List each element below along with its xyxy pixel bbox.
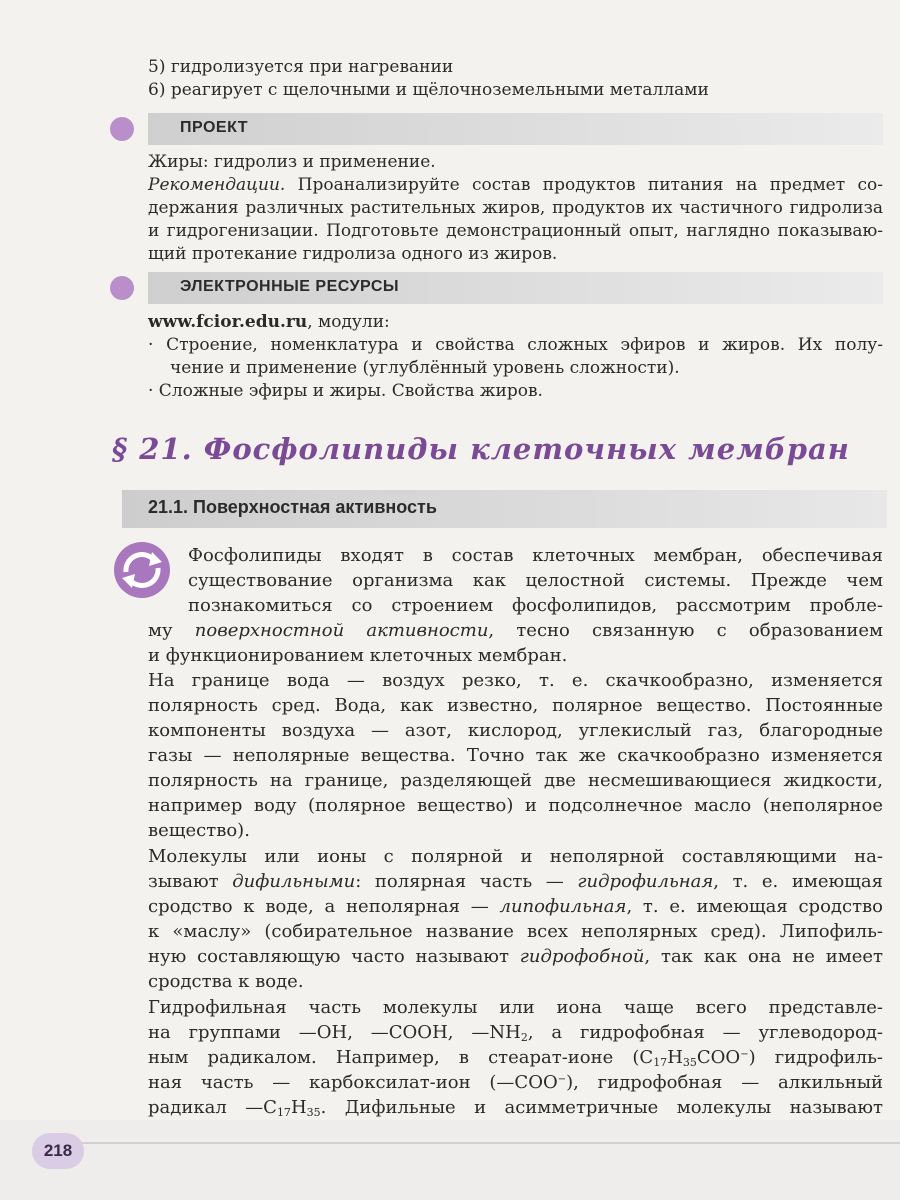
p3-line: Молекулы или ионы с полярной и неполярной составляющими на- [148, 846, 883, 867]
p2-line: компоненты воздуха — азот, кислород, углекислый газ, благородные [148, 720, 883, 741]
resources-heading: ЭЛЕКТРОННЫЕ РЕСУРСЫ [180, 278, 400, 295]
p4-line: ная часть — карбоксилат-ион (—COO−), гидрофобная — алкильный [148, 1072, 884, 1093]
p4-line: на группами —OH, —COOH, $—NH_2$, а гидрофобная — углеводород- [148, 1022, 883, 1044]
p2-line: На границе вода — воздух резко, т. е. скачкообразно, изменяется [148, 670, 883, 691]
bullet-dot-icon [110, 117, 134, 141]
p3-line: зывают дифильными: полярная часть — гидрофильная, т. е. имеющая [148, 871, 883, 892]
list-item-6: 6) реагирует с щелочными и щёлочноземельными металлами [148, 80, 709, 100]
project-line: и гидрогенизации. Подготовьте демонстрационный опыт, наглядно показываю- [148, 221, 883, 241]
project-rec-line: Рекомендации. Проанализируйте состав продуктов питания на предмет со- [148, 175, 883, 195]
resource-item: · Строение, номенклатура и свойства сложных эфиров и жиров. Их полу- [148, 335, 883, 355]
resource-item-cont: чение и применение (углублённый уровень сложности). [170, 358, 680, 378]
resource-item: · Сложные эфиры и жиры. Свойства жиров. [148, 381, 543, 401]
p1-line: познакомиться со строением фосфолипидов, рассмотрим пробле- [188, 595, 883, 616]
project-title: Жиры: гидролиз и применение. [148, 152, 436, 172]
page-number: 218 [32, 1133, 84, 1169]
p2-line: полярность на границе, разделяющей две несмешивающиеся жидкости, [148, 770, 883, 791]
p1-line: и функционированием клеточных мембран. [148, 645, 568, 666]
repeat-arrows-icon [112, 540, 172, 600]
project-line: щий протекание гидролиза одного из жиров. [148, 244, 558, 264]
p3-line: к «маслу» (собирательное название всех неполярных сред). Липофиль- [148, 921, 883, 942]
p2-line: например воду (полярное вещество) и подсолнечное масло (неполярное [148, 795, 883, 816]
p3-line: сродство к воде, а неполярная — липофильная, т. е. имеющая сродство [148, 896, 884, 917]
bullet-dot-icon [110, 276, 134, 300]
site-link[interactable]: www.fcior.edu.ru [148, 312, 308, 332]
subsection-title: 21.1. Поверхностная активность [148, 497, 437, 517]
p1-line: существование организма как целостной системы. Прежде чем [188, 570, 883, 591]
p4-line: радикал $—C_{17}H_{35}$. Дифильные и асимметричные молекулы называют [148, 1097, 884, 1119]
p1-line: му поверхностной активности, тесно связанную с образованием [148, 620, 884, 641]
resources-site-line: www.fcior.edu.ru, модули: [148, 312, 390, 332]
footer-band [0, 1120, 900, 1200]
p2-line: газы — неполярные вещества. Точно так же скачкообразно изменяется [148, 745, 883, 766]
p2-line: вещество). [148, 820, 250, 841]
p4-line: ным радикалом. Например, в стеарат-ионе $(C_{17}H_{35}COO^-)$ гидрофиль- [148, 1047, 883, 1069]
project-header-band [148, 113, 883, 145]
project-line: держания различных растительных жиров, продуктов их частичного гидролиза [148, 198, 883, 218]
p3-line: ную составляющую часто называют гидрофобной, так как она не имеет [148, 946, 883, 967]
footer-rule [40, 1142, 900, 1144]
project-heading: ПРОЕКТ [180, 119, 249, 136]
p2-line: полярность сред. Вода, как известно, полярное вещество. Постоянные [148, 695, 883, 716]
list-item-5: 5) гидролизуется при нагревании [148, 57, 454, 77]
p3-line: сродства к воде. [148, 971, 304, 992]
section-title: § 21. Фосфолипиды клеточных мембран [112, 432, 850, 466]
rec-label: Рекомендации. [148, 175, 286, 195]
p4-line: Гидрофильная часть молекулы или иона чаще всего представле- [148, 997, 883, 1018]
p1-line: Фосфолипиды входят в состав клеточных мембран, обеспечивая [188, 545, 883, 566]
